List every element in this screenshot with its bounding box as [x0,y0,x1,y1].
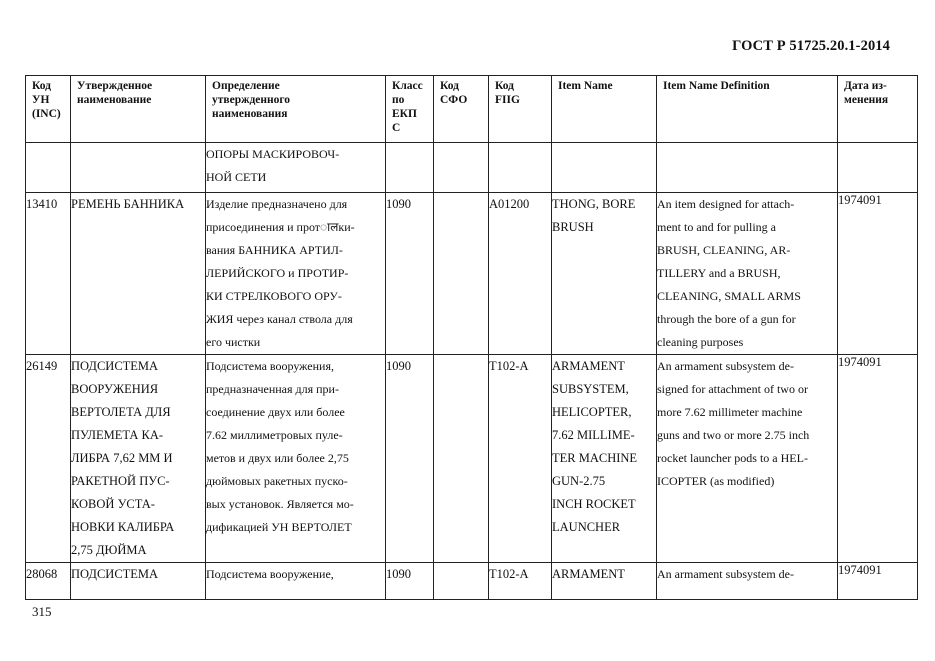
column-header-class [386,76,434,143]
column-header-item-name [552,76,657,143]
cell-change-date: 1974091 [838,355,918,563]
header-line: Дата из- [844,80,887,92]
cell-line: BRUSH, CLEANING, AR- [657,243,791,257]
cell-approved-name [71,563,206,600]
cell-line: присоединения и протालки- [206,220,355,234]
cell-line: BRUSH [552,220,594,234]
header-line: ЕКП [392,108,417,120]
cell-line: НОЙ СЕТИ [206,170,267,184]
catalog-table [25,75,918,600]
table-row [26,143,918,193]
header-line: Код [440,80,460,92]
header-line: (INC) [32,108,61,120]
page-number: 315 [32,604,52,619]
cell-line: РАКЕТНОЙ ПУС- [71,474,170,488]
cell-line: ARMAMENT [552,359,625,373]
cell-sfo [434,143,489,193]
column-header-fiig [489,76,552,143]
cell-line: 7.62 миллиметровых пуле- [206,428,343,442]
header-line: Item Name Definition [663,80,770,92]
cell-line: An armament subsystem de- [657,567,794,581]
header-line: УН [32,94,50,106]
cell-line: ПОДСИСТЕМА [71,567,159,581]
cell-definition [206,143,386,193]
cell-item-name [552,563,657,600]
cell-line: предназначенная для при- [206,382,339,396]
header-line: С [392,122,401,134]
cell-inc-code: 28068 [26,563,71,600]
cell-line: ПУЛЕМЕТА КА- [71,428,164,442]
cell-definition [206,193,386,355]
cell-change-date: 1974091 [838,193,918,355]
cell-inc-code: 13410 [26,193,71,355]
cell-line: TILLERY and a BRUSH, [657,266,781,280]
cell-line: дюймовых ракетных пуско- [206,474,348,488]
column-header-name [71,76,206,143]
header-line: наименование [77,94,152,106]
table-row [26,355,918,563]
cell-line: Подсистема вооружения, [206,359,334,373]
cell-line: соединение двух или более [206,405,345,419]
cell-class: 1090 [386,355,434,563]
column-header-definition [206,76,386,143]
cell-line: 2,75 ДЮЙМА [71,543,147,557]
cell-item-definition [657,355,838,563]
header-line: Код [495,80,515,92]
cell-definition [206,355,386,563]
cell-line: INCH ROCKET [552,497,636,511]
cell-change-date [838,143,918,193]
header-line: по [392,94,405,106]
cell-line: ЛЕРИЙСКОГО и ПРОТИР- [206,266,349,280]
cell-approved-name [71,193,206,355]
cell-line: guns and two or more 2.75 inch [657,428,810,442]
header-line: Код [32,80,52,92]
cell-line: Подсистема вооружение, [206,567,334,581]
cell-line: вых установок. Является мо- [206,497,354,511]
cell-fiig: T102-A [489,355,552,563]
cell-fiig: T102-A [489,563,552,600]
cell-line: An armament subsystem de- [657,359,794,373]
cell-line: CLEANING, SMALL ARMS [657,289,801,303]
cell-approved-name [71,143,206,193]
cell-fiig: A01200 [489,193,552,355]
cell-line: HELICOPTER, [552,405,632,419]
document-title: ГОСТ Р 51725.20.1-2014 [732,38,890,54]
cell-definition [206,563,386,600]
column-header-inc [26,76,71,143]
cell-line: through the bore of a gun for [657,312,796,326]
cell-line: дификацией УН ВЕРТОЛЕТ [206,520,352,534]
cell-line: КИ СТРЕЛКОВОГО ОРУ- [206,289,342,303]
cell-item-name [552,193,657,355]
cell-line: ЛИБРА 7,62 ММ И [71,451,173,465]
cell-inc-code [26,143,71,193]
cell-line: Изделие предназначено для [206,197,348,211]
cell-item-name [552,143,657,193]
table-row [26,193,918,355]
cell-line: РЕМЕНЬ БАННИКА [71,197,185,211]
cell-line: cleaning purposes [657,335,744,349]
cell-line: ARMAMENT [552,567,625,581]
cell-line: КОВОЙ УСТА- [71,497,155,511]
cell-line: An item designed for attach- [657,197,795,211]
cell-item-definition [657,193,838,355]
column-header-sfo [434,76,489,143]
cell-line: НОВКИ КАЛИБРА [71,520,175,534]
table-header-row [26,76,918,143]
cell-sfo [434,355,489,563]
cell-line: ОПОРЫ МАСКИРОВОЧ- [206,147,340,161]
cell-fiig [489,143,552,193]
cell-class [386,143,434,193]
cell-line: ICOPTER (as modified) [657,474,775,488]
cell-item-name [552,355,657,563]
cell-line: rocket launcher pods to a HEL- [657,451,808,465]
header-line: утвержденного [212,94,291,106]
cell-inc-code: 26149 [26,355,71,563]
cell-sfo [434,563,489,600]
column-header-item-definition [657,76,838,143]
cell-sfo [434,193,489,355]
cell-line: THONG, BORE [552,197,636,211]
header-line: менения [844,94,889,106]
header-line: Item Name [558,80,613,92]
cell-line: 7.62 MILLIME- [552,428,635,442]
cell-change-date: 1974091 [838,563,918,600]
cell-line: SUBSYSTEM, [552,382,629,396]
cell-line: его чистки [206,335,261,349]
cell-class: 1090 [386,563,434,600]
header-line: СФО [440,94,468,106]
header-line: наименования [212,108,288,120]
header-line: FIIG [495,94,520,106]
cell-line: ЖИЯ через канал ствола для [206,312,353,326]
header-line: Утвержденное [77,80,153,92]
header-line: Определение [212,80,280,92]
table-body [26,143,918,600]
cell-item-definition [657,563,838,600]
cell-line: метов и двух или более 2,75 [206,451,349,465]
cell-line: more 7.62 millimeter machine [657,405,803,419]
cell-line: LAUNCHER [552,520,621,534]
table-row [26,563,918,600]
header-line: Класс [392,80,423,92]
cell-line: ПОДСИСТЕМА [71,359,159,373]
cell-approved-name [71,355,206,563]
cell-line: ВООРУЖЕНИЯ [71,382,159,396]
cell-item-definition [657,143,838,193]
cell-line: GUN-2.75 [552,474,606,488]
cell-class: 1090 [386,193,434,355]
cell-line: TER MACHINE [552,451,638,465]
cell-line: вания БАННИКА АРТИЛ- [206,243,343,257]
column-header-date [838,76,918,143]
cell-line: ment to and for pulling a [657,220,776,234]
cell-line: signed for attachment of two or [657,382,808,396]
cell-line: ВЕРТОЛЕТА ДЛЯ [71,405,171,419]
